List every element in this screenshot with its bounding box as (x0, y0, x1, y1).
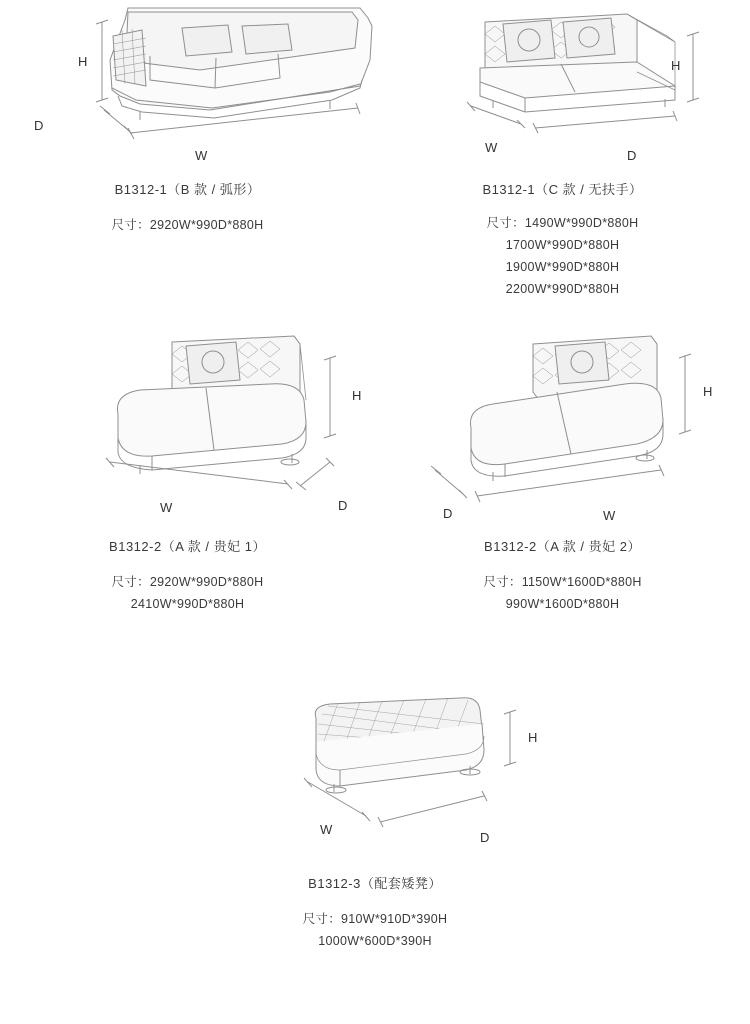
product-row-2 (0, 322, 750, 652)
dimension-line: 尺寸：2920W*990D*880H (111, 575, 264, 589)
product-model-label: B1312-1（C 款 / 无扶手） (482, 182, 643, 197)
dimension-line: 1000W*600D*390H (318, 934, 432, 948)
product-cell-b1312-2-a1 (0, 322, 375, 652)
dim-label-w: W (603, 508, 616, 523)
dim-label-d: D (627, 148, 637, 163)
dim-label-w: W (485, 140, 498, 155)
dimension-line: 尺寸：910W*910D*390H (302, 912, 448, 926)
dimension-line: 尺寸：1150W*1600D*880H (483, 575, 642, 589)
dimension-line: 990W*1600D*880H (505, 597, 620, 611)
dimension-line: 尺寸：1490W*990D*880H (486, 216, 639, 230)
dim-label-w: W (160, 500, 173, 515)
product-model-label: B1312-1（B 款 / 弧形） (114, 182, 261, 197)
dim-label-h: H (78, 54, 88, 69)
product-dimensions (303, 908, 448, 952)
figure-curved-sofa (0, 0, 375, 180)
product-cell-b1312-3 (0, 684, 750, 952)
dim-label-w: W (319, 822, 332, 837)
figure-ottoman (188, 684, 563, 874)
dim-label-d: D (443, 506, 453, 521)
product-dimensions (111, 214, 263, 236)
product-dimensions (111, 571, 263, 615)
product-row-1 (0, 0, 750, 300)
product-model-label: B1312-2（A 款 / 贵妃 2） (484, 539, 641, 554)
dimension-line: 2410W*990D*880H (130, 597, 245, 611)
dim-label-d: D (34, 118, 44, 133)
dimension-line: 1700W*990D*880H (505, 238, 620, 252)
product-cell-b1312-2-a2 (375, 322, 750, 652)
dim-label-h: H (527, 730, 537, 745)
dim-label-w: W (195, 148, 208, 163)
product-model-label: B1312-2（A 款 / 贵妃 1） (109, 539, 266, 554)
product-dimensions (483, 571, 641, 615)
product-model-label: B1312-3（配套矮凳） (308, 876, 442, 891)
dim-label-d: D (338, 498, 348, 513)
dim-label-d: D (479, 830, 489, 845)
product-cell-b1312-1-b (0, 0, 375, 300)
figure-chaise-right (375, 322, 750, 537)
product-cell-b1312-1-c (375, 0, 750, 300)
dim-label-h: H (352, 388, 362, 403)
product-row-3 (0, 684, 750, 952)
dimension-line: 1900W*990D*880H (505, 260, 620, 274)
dim-label-h: H (703, 384, 713, 399)
dim-label-h: H (671, 58, 681, 73)
figure-chaise-left (0, 322, 375, 537)
dimension-line: 2200W*990D*880H (505, 282, 620, 296)
figure-armless-sofa (375, 0, 750, 180)
product-dimensions (486, 212, 638, 300)
dimension-line: 尺寸：2920W*990D*880H (111, 218, 264, 232)
